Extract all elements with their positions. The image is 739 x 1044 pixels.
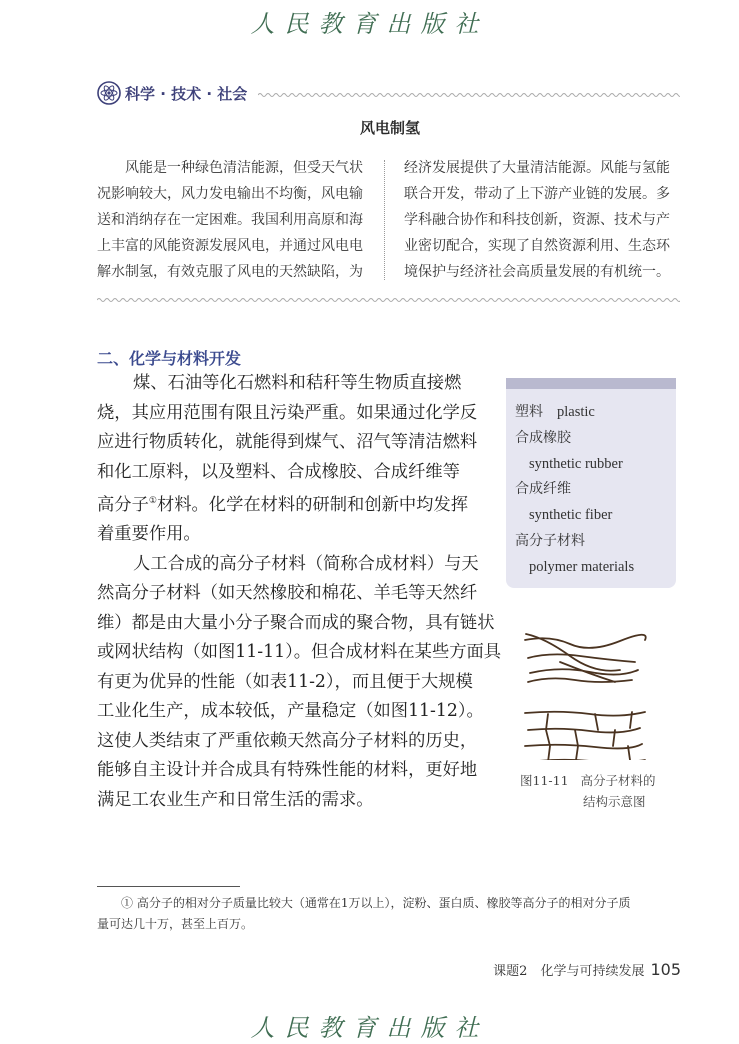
glossary-en: polymer materials <box>529 558 635 575</box>
footnote-rule <box>97 886 240 887</box>
sts-label: 科学 · 技术 · 社会 <box>125 84 248 103</box>
publisher-logo-bottom: 人民教育出版社 <box>250 1014 489 1042</box>
text-fragment: 高分子 <box>97 494 149 515</box>
polymer-structure-figure <box>520 630 650 760</box>
text-line: 这使人类结束了严重依赖天然高分子材料的历史， <box>97 730 478 751</box>
figure-number: 图11-11 <box>520 773 569 788</box>
text-line: 送和消纳存在一定困难。我国利用高原和海 <box>97 212 363 228</box>
glossary-zh: 高分子材料 <box>515 532 585 549</box>
text-line: 满足工农业生产和日常生活的需求。 <box>97 789 374 810</box>
text-line: 风能是一种绿色清洁能源，但受天气状 <box>125 160 363 176</box>
section-heading: 二、化学与材料开发 <box>97 349 242 368</box>
linear-chains <box>525 634 646 682</box>
text-line <box>97 487 501 520</box>
text-line: 和化工原料，以及塑料、合成橡胶、合成纤维等 <box>97 461 460 482</box>
sts-title: 风电制氢 <box>359 119 420 137</box>
text-line: 烧，其应用范围有限且污染严重。如果通过化学反 <box>97 402 478 423</box>
figure-caption <box>520 770 656 812</box>
network-chains <box>525 712 645 760</box>
text-fragment: 材料。化学在材料的研制和创新中均发挥 <box>156 494 469 515</box>
text-line: 解水制氢，有效克服了风电的天然缺陷，为 <box>97 264 363 280</box>
publisher-logo-top: 人民教育出版社 <box>250 10 489 38</box>
text-line: 学科融合协作和科技创新，资源、技术与产 <box>404 212 670 228</box>
chapter-title: 课题2 化学与可持续发展 <box>493 964 645 979</box>
text-line: 联合开发，带动了上下游产业链的发展。多 <box>404 186 670 202</box>
glossary-zh: 合成橡胶 <box>515 429 571 446</box>
text-line: 然高分子材料（如天然橡胶和棉花、羊毛等天然纤 <box>97 583 478 604</box>
glossary-list <box>515 400 634 581</box>
atom-icon <box>97 81 121 105</box>
wavy-divider-top <box>258 91 680 99</box>
footnote-line: ① 高分子的相对分子质量比较大（通常在1万以上），淀粉、蛋白质、橡胶等高分子的相对分子质 <box>121 896 631 910</box>
footnote <box>97 893 682 935</box>
glossary-en: plastic <box>557 404 595 420</box>
text-line: 应进行物质转化，就能得到煤气、沼气等清洁燃料 <box>97 432 478 452</box>
text-line: 人工合成的高分子材料（简称合成材料）与天 <box>133 553 479 574</box>
glossary-zh: 塑料 <box>515 404 543 420</box>
glossary-en: synthetic rubber <box>529 455 623 472</box>
page-number: 105 <box>650 960 681 979</box>
text-line: 有更为优异的性能（如表11-2），而且便于大规模 <box>97 671 473 692</box>
sts-right-column <box>404 155 670 285</box>
sts-left-column <box>97 155 363 285</box>
caption-text: 高分子材料的 <box>580 773 656 788</box>
text-line: 业密切配合，实现了自然资源利用、生态环 <box>404 238 670 254</box>
text-line: 或网状结构（如图11-11）。但合成材料在某些方面具 <box>97 642 502 663</box>
text-line: 境保护与经济社会高质量发展的有机统一。 <box>404 264 670 280</box>
glossary-box-band <box>506 378 676 389</box>
glossary-zh: 合成纤维 <box>515 481 571 498</box>
column-divider <box>384 160 385 280</box>
text-line: 工业化生产，成本较低，产量稳定（如图11-12）。 <box>97 701 484 722</box>
wavy-divider-bottom <box>97 296 680 304</box>
text-line: 况影响较大，风力发电输出不均衡，风电输 <box>97 186 363 202</box>
text-line: 煤、石油等化石燃料和秸秆等生物质直接燃 <box>133 373 462 393</box>
text-line: 经济发展提供了大量清洁能源。风能与氢能 <box>404 160 670 176</box>
main-body <box>97 369 501 815</box>
text-line: 上丰富的风能资源发展风电，并通过风电电 <box>97 238 363 254</box>
footnote-ref[interactable]: ① <box>148 496 157 506</box>
page-footer <box>493 960 681 979</box>
text-line: 能够自主设计并合成具有特殊性能的材料，更好地 <box>97 760 478 781</box>
glossary-en: synthetic fiber <box>529 507 613 524</box>
sts-header <box>97 80 247 106</box>
footnote-line: 量可达几十万，甚至上百万。 <box>97 917 254 931</box>
text-line: 着重要作用。 <box>97 524 201 545</box>
text-line: 维）都是由大量小分子聚合而成的聚合物，具有链状 <box>97 612 495 633</box>
caption-text: 结构示意图 <box>583 794 646 809</box>
